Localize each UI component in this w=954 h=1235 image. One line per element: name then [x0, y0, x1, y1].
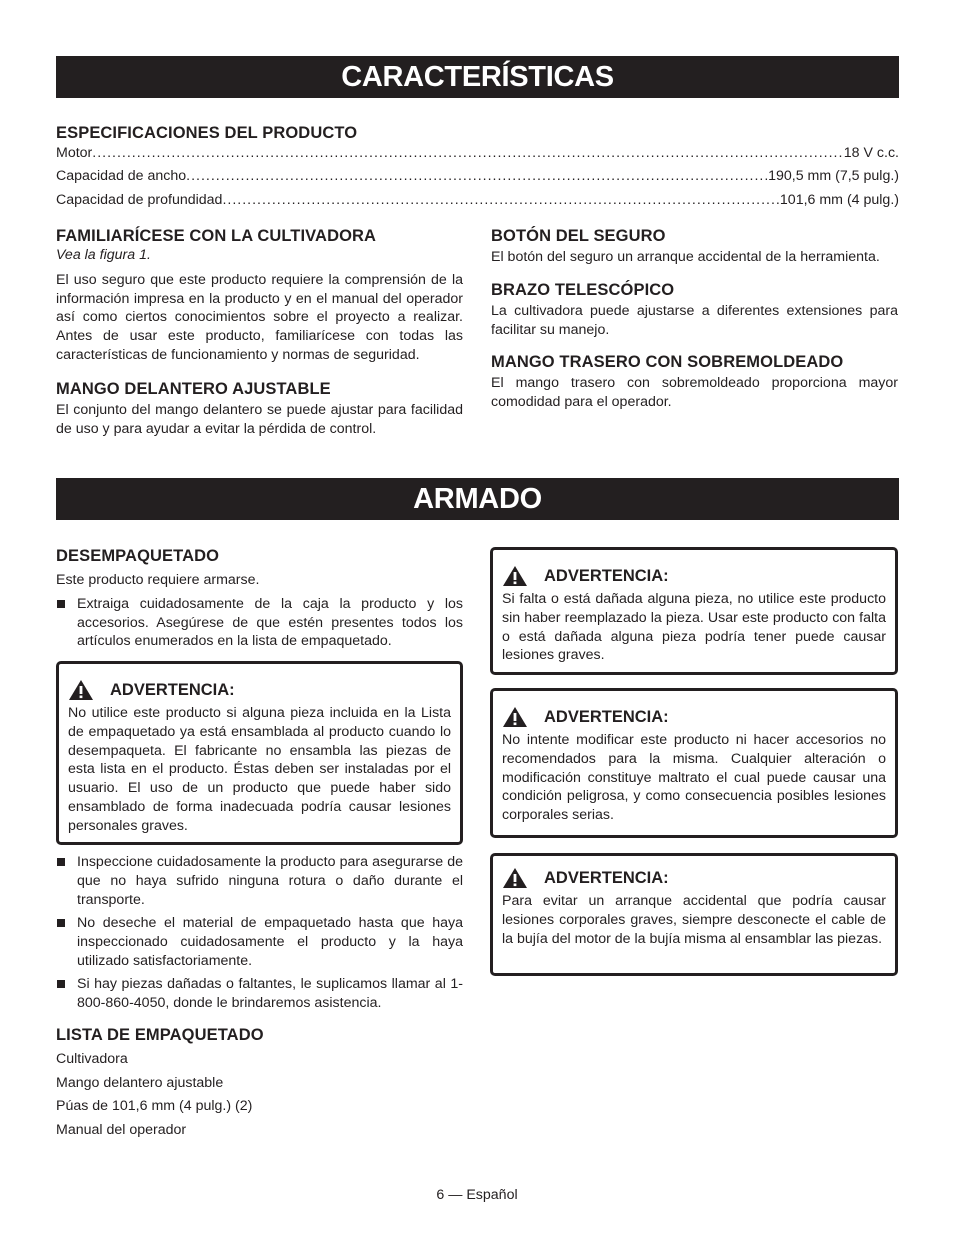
warning-text: No intente modificar este producto ni hacer accesorios no recomendados para la misma. Cualquier alteración o modificación constituye maltrato el cual puede causar una condición peligrosa, y como consecuencia posibles lesiones corporales serias.	[502, 732, 886, 824]
unpacking-heading: DESEMPAQUETADO	[56, 547, 220, 565]
warning-triangle-icon	[502, 867, 528, 889]
list-item: Púas de 101,6 mm (4 pulg.) (2)	[56, 1098, 253, 1115]
features-left-column	[56, 226, 463, 438]
unpacking-bullet: Extraiga cuidadosamente de la caja la producto y los accesorios. Asegúrese de que estén presentes todos los artículos enumerados en la lista de empaquetado.	[56, 595, 463, 651]
lock-button-text: El botón del seguro un arranque accidental de la herramienta.	[491, 249, 880, 265]
unpacking-section	[56, 546, 463, 651]
list-item: Mango delantero ajustable	[56, 1074, 224, 1091]
familiarize-text: El uso seguro que este producto requiere la comprensión de la información impresa en la producto y en el manual del operador así como ciertos conocimientos sobre el proyecto a realizar. Antes de usar este producto, familiarícese con todas las características de funcionamiento y normas de seguridad.	[56, 271, 463, 363]
spec-value: 190,5 mm (7,5 pulg.)	[768, 168, 899, 185]
warning-triangle-icon	[502, 706, 528, 728]
page-footer: 6 — Español	[436, 1187, 518, 1203]
rear-handle-heading: MANGO TRASERO CON SOBREMOLDEADO	[491, 353, 844, 372]
rear-handle-text: El mango trasero con sobremoldeado proporciona mayor comodidad para el operador.	[491, 375, 898, 411]
spec-row	[56, 167, 899, 186]
list-item: Cultivadora	[56, 1051, 128, 1067]
telescopic-arm-text: La cultivadora puede ajustarse a diferentes extensiones para facilitar su manejo.	[491, 302, 898, 338]
spec-leader-dots	[92, 144, 844, 163]
spec-row	[56, 144, 899, 163]
list-item: Manual del operador	[56, 1121, 187, 1138]
inspection-bullets	[56, 853, 463, 1013]
warning-text: Para evitar un arranque accidental que podría causar lesiones corporales graves, siempre desconecte el cable de la bujía del motor de la bujía misma al ensamblar las piezas.	[502, 893, 886, 947]
warning-label: ADVERTENCIA:	[544, 708, 669, 726]
warning-box-unpacking	[56, 661, 463, 845]
lock-button-heading: BOTÓN DEL SEGURO	[491, 227, 666, 245]
warning-label: ADVERTENCIA:	[544, 567, 669, 585]
section-title-caracteristicas: CARACTERÍSTICAS	[56, 56, 899, 98]
specs-heading: ESPECIFICACIONES DEL PRODUCTO	[56, 124, 358, 142]
spec-value: 101,6 mm (4 pulg.)	[779, 191, 899, 208]
spec-label: Capacidad de ancho	[56, 168, 187, 185]
spec-row	[56, 191, 899, 210]
familiarize-note: Vea la figura 1.	[56, 247, 151, 263]
features-right-column	[491, 226, 898, 412]
packing-list-section	[56, 1025, 463, 1144]
warning-box-missing-parts	[490, 547, 898, 675]
front-handle-text: El conjunto del mango delantero se puede ajustar para facilidad de uso y para ayudar a evitar la pérdida de control.	[56, 401, 463, 437]
packing-list-heading: LISTA DE EMPAQUETADO	[56, 1026, 264, 1044]
spec-leader-dots	[186, 167, 768, 186]
warning-label: ADVERTENCIA:	[110, 681, 235, 699]
warning-text: Si falta o está dañada alguna pieza, no utilice este producto sin haber reemplazado la pieza. Usar este producto con falta o está dañada alguna pieza podría tener puede causar lesiones graves.	[502, 591, 886, 664]
unpacking-bullet: Si hay piezas dañadas o faltantes, le suplicamos llamar al 1-800-860-4050, donde le brindaremos asistencia.	[56, 975, 463, 1013]
warning-header	[502, 565, 886, 587]
telescopic-arm-heading: BRAZO TELESCÓPICO	[491, 280, 675, 299]
warning-box-spark-plug	[490, 853, 898, 976]
warning-label: ADVERTENCIA:	[544, 869, 669, 887]
spec-leader-dots	[222, 191, 779, 210]
warning-triangle-icon	[502, 565, 528, 587]
familiarize-heading: FAMILIARÍCESE CON LA CULTIVADORA	[56, 227, 377, 245]
unpacking-bullet: Inspeccione cuidadosamente la producto para asegurarse de que no haya sufrido ninguna rotura o daño durante el transporte.	[56, 853, 463, 909]
warning-triangle-icon	[68, 679, 94, 701]
unpacking-bullet: No deseche el material de empaquetado hasta que haya inspeccionado cuidadosamente el producto y la haya utilizado satisfactoriamente.	[56, 914, 463, 970]
spec-label: Capacidad de profundidad	[56, 191, 223, 208]
product-specifications	[56, 123, 899, 210]
front-handle-heading: MANGO DELANTERO AJUSTABLE	[56, 379, 331, 398]
warning-header	[502, 706, 886, 728]
section-title-armado: ARMADO	[56, 478, 899, 520]
spec-value: 18 V c.c.	[843, 145, 899, 161]
warning-header	[502, 867, 886, 889]
warning-text: No utilice este producto si alguna pieza incluida en la Lista de empaquetado ya está ensamblada al producto cuando lo desempaqueta. El fabricante no ensambla las piezas de esta lista en el producto. Éstas deben ser instaladas por el usuario. El uso de un producto que puede haber sido ensamblado de forma inadecuada podría causar lesiones personales graves.	[68, 705, 451, 834]
spec-label: Motor	[56, 145, 93, 161]
warning-box-modification	[490, 688, 898, 838]
unpacking-intro: Este producto requiere armarse.	[56, 572, 260, 588]
warning-header	[68, 679, 451, 701]
